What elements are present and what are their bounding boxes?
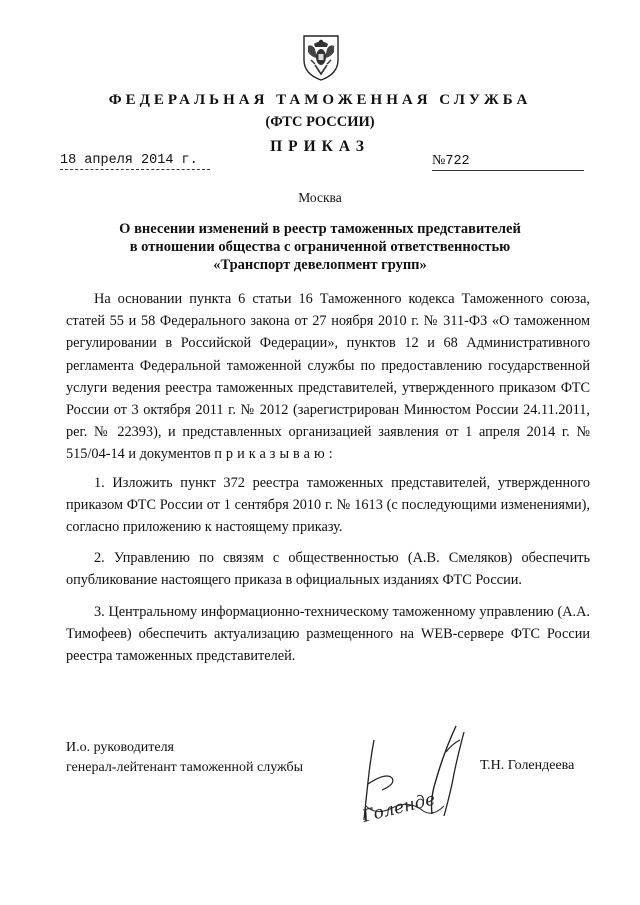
number-sign: № bbox=[432, 153, 446, 168]
order-item: 3. Центральному информационно-техническому таможенному управлению (А.А. Тимофеев) обеспечить актуализацию размещенного на WEB-сервере ФТС России реестра таможенных представителей. bbox=[66, 603, 590, 665]
agency-abbreviation: (ФТС РОССИИ) bbox=[265, 114, 375, 130]
order-subject bbox=[60, 220, 580, 274]
preamble-text: На основании пункта 6 статьи 16 Таможенного кодекса Таможенного союза, статей 55 и 58 Федерального закона от 27 ноября 2010 г. № 311-ФЗ «О таможенном регулировании в Российской Федерации», пунктов 12 и 68 Административного регламента Федеральной таможенной службы по предоставлению государственной услуги ведения реестра таможенных представителей, утвержденного приказом ФТС России от 3 октября 2011 г. № 2012 (зарегистрирован Минюстом России 24.11.2011, рег. № 22393), и представленных организацией заявления от 1 апреля 2014 г. № 515/04-14 и документов bbox=[66, 291, 590, 463]
document-type: ПРИКАЗ bbox=[270, 138, 370, 155]
preamble-paragraph bbox=[66, 288, 590, 466]
city: Москва bbox=[298, 190, 342, 205]
signer-position-line: генерал-лейтенант таможенной службы bbox=[66, 760, 304, 775]
subject-line: в отношении общества с ограниченной ответственностью bbox=[129, 239, 511, 255]
subject-line: «Транспорт девелопмент групп» bbox=[213, 257, 427, 273]
signer-name: Т.Н. Голендеева bbox=[480, 758, 575, 773]
order-date: 18 апреля 2014 г. bbox=[60, 153, 210, 170]
signature-handwriting: Голенде bbox=[360, 789, 438, 827]
agency-name: ФЕДЕРАЛЬНАЯ ТАМОЖЕННАЯ СЛУЖБА bbox=[108, 92, 532, 108]
order-item: 2. Управлению по связям с общественностью (А.В. Смеляков) обеспечить опубликование настоящего приказа в официальных изданиях ФТС России. bbox=[66, 550, 590, 589]
number-value: 722 bbox=[445, 154, 470, 169]
state-emblem-icon bbox=[300, 30, 342, 82]
order-number bbox=[432, 153, 584, 171]
order-body bbox=[66, 288, 590, 676]
subject-line: О внесении изменений в реестр таможенных представителей bbox=[119, 221, 521, 237]
order-item: 1. Изложить пункт 372 реестра таможенных представителей, утвержденного приказом ФТС России от 1 сентября 2010 г. № 1613 (с последующими изменениями), согласно приложению к настоящему приказу. bbox=[66, 474, 590, 536]
signer-position-line: И.о. руководителя bbox=[66, 740, 175, 755]
order-word: приказываю: bbox=[214, 446, 337, 463]
signer-position bbox=[66, 738, 366, 778]
handwritten-signature bbox=[352, 722, 470, 830]
